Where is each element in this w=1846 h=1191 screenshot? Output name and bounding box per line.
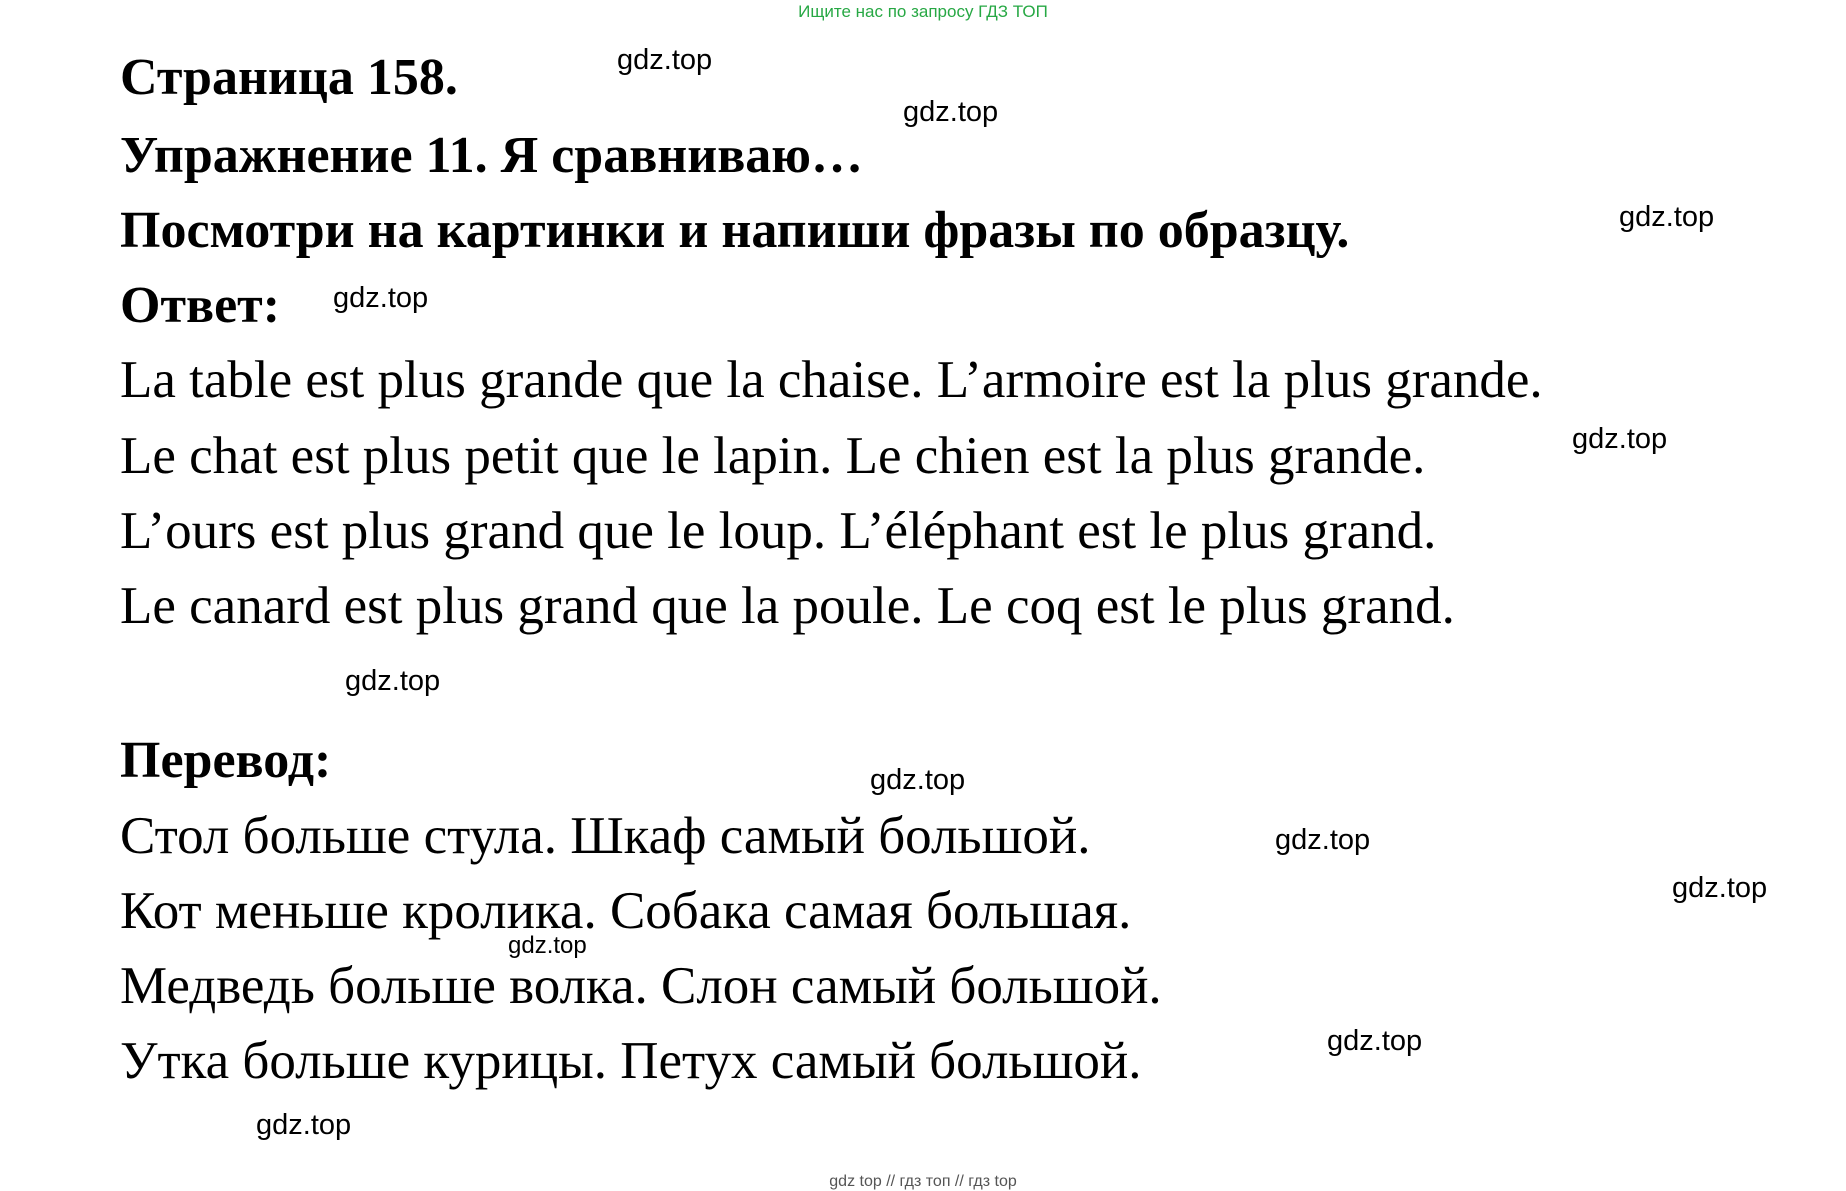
translation-line: Утка больше курицы. Петух самый большой. [120,1032,1142,1090]
answer-line: Le chat est plus petit que le lapin. Le chien est la plus grande. [120,427,1426,485]
watermark: gdz.top [870,764,966,796]
watermark: gdz.top [617,44,713,76]
answer-line: L’ours est plus grand que le loup. L’éléphant est le plus grand. [120,502,1437,560]
watermark: gdz.top [1619,201,1715,233]
exercise-title: Упражнение 11. Я сравниваю… [120,127,864,184]
watermark: gdz.top [903,96,999,128]
translation-line: Стол больше стула. Шкаф самый большой. [120,807,1091,865]
watermark: gdz.top [1672,872,1768,904]
answer-heading: Ответ: [120,277,281,334]
watermark: gdz.top [345,665,441,697]
watermark: gdz.top [256,1109,352,1141]
footer: gdz top // гдз топ // гдз top [829,1173,1017,1190]
watermark: gdz.top [1327,1025,1423,1057]
watermark: gdz.top [508,932,587,959]
watermark: gdz.top [1572,423,1668,455]
translation-line: Кот меньше кролика. Собака самая большая. [120,882,1132,940]
page-title: Страница 158. [120,49,458,106]
translation-heading: Перевод: [120,732,332,789]
watermark: gdz.top [333,282,429,314]
answer-line: La table est plus grande que la chaise. L’armoire est la plus grande. [120,351,1543,409]
top-banner: Ищите нас по запросу ГДЗ ТОП [798,2,1048,21]
answer-line: Le canard est plus grand que la poule. Le coq est le plus grand. [120,577,1455,635]
watermark: gdz.top [1275,824,1371,856]
translation-line: Медведь больше волка. Слон самый большой. [120,957,1162,1015]
exercise-instruction: Посмотри на картинки и напиши фразы по образцу. [120,202,1350,259]
